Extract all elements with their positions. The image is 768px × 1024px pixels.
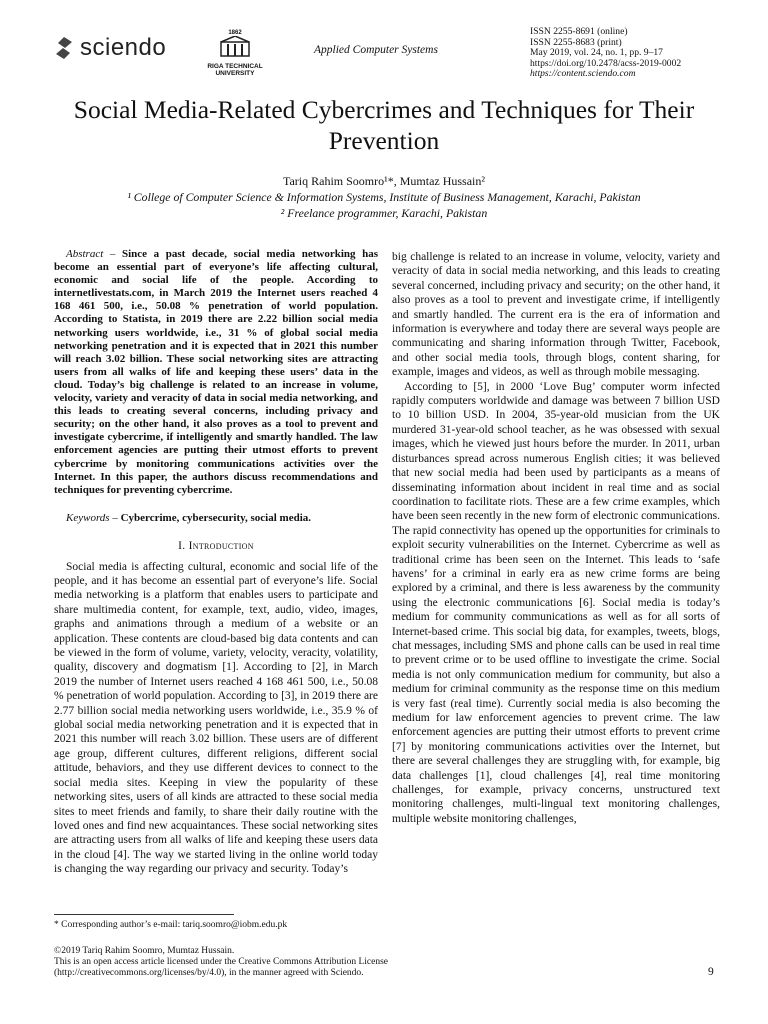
sciendo-logo	[54, 34, 166, 62]
intro-paragraph: Social media is affecting cultural, economic and social life of the people, and it has become an essential part of everyone’s life. Social media networking is a platform that enables users to participate and share multimedia content, for example, text, audio, video, images, graphs and animations through a medium of a website or an application. These contents are cloud-based big data contents and can be viewed in the form of volume, variety, velocity, veracity, volatility, quality, discovery and dogmatism [1]. According to [2], in March 2019 the number of Internet users reached 4 168 461 500, i.e., 50.08 % penetration of world population. According to [3], in 2019 there are 2.77 billion social media networking users worldwide, i.e., 35.9 % of global social media networking penetration and it is expected that in 2021 this number will reach 3.02 billion. These users are of different age group, different cultures, different religions, different social attitude, behaviors, and they use different devices to connect to the social media sites. Keeping in view the popularity of these networking sites, users of all kinds are attracted to these social media sites to meet friends and family, to share their daily routine with the loved ones and find new acquaintances. These social networking sites are attracting users from all walks of life and keeping these users data in the cloud [4]. The way we started living in the online world today is changing the way regarding our privacy and security. Today’s	[54, 560, 378, 876]
abstract-label: Abstract –	[66, 248, 116, 260]
abstract-text: Since a past decade, social media networking has become an essential part of everyone’s life affecting cultural, economic and social life of the people. According to internetlivestats.com, in March 2019 the Internet users reached 4 168 461 500, i.e., 50.08 % penetration of world population. According to Statista, in 2019 there are 2.22 billion social media networking users worldwide, i.e., 31 % of global social media networking penetration and it is expected that in 2021 this number will reach 3.02 billion. These social networking sites are attracting users from all walks of life and keeping these users’ data in the cloud. Today’s big challenge is related to an increase in volume, velocity, variety and veracity of data in social media networking, and this leads to creating several concerns, including privacy and security; on the other hand, it also proves as a tool to prevent and investigate cybercrime, if intelligently and smartly handled. The law enforcement agencies are putting their utmost efforts to prevent cybercrime by monitoring communications activities over the Internet. In this paper, the authors discuss recommendations and techniques for preventing cybercrime.	[54, 248, 379, 496]
abstract	[54, 248, 378, 497]
copyright-line: ©2019 Tariq Rahim Soomro, Mumtaz Hussain.	[54, 946, 235, 956]
left-column	[54, 248, 378, 877]
license-url-line: (http://creativecommons.org/licenses/by/4.0), in the manner agreed with Sciendo.	[54, 968, 364, 978]
publisher-name: sciendo	[80, 34, 167, 61]
journal-name: Applied Computer Systems	[314, 44, 438, 56]
affiliation-1: ¹ College of Computer Science & Information Systems, Institute of Business Management, Karachi, Pakistan	[127, 190, 641, 204]
issue-info: May 2019, vol. 24, no. 1, pp. 9–17	[530, 47, 663, 59]
issn-print: ISSN 2255-8683 (print)	[530, 36, 622, 48]
license-block	[54, 946, 388, 979]
rtu-name: RIGA TECHNICAL UNIVERSITY	[207, 63, 263, 77]
sciendo-logo-icon	[54, 36, 74, 60]
footnote-divider	[54, 914, 234, 915]
publication-meta	[530, 27, 681, 80]
rtu-logo	[200, 30, 270, 77]
doi-link[interactable]: https://doi.org/10.2478/acss-2019-0002	[530, 57, 682, 69]
right-column	[392, 250, 720, 826]
keywords-label: Keywords –	[66, 511, 118, 524]
rtu-crest-icon	[215, 36, 255, 58]
journal-url[interactable]: https://content.sciendo.com	[530, 68, 636, 80]
keywords	[54, 511, 378, 525]
paper-title: Social Media-Related Cybercrimes and Techniques for Their Prevention	[73, 95, 695, 155]
body-paragraph-2: According to [5], in 2000 ‘Love Bug’ computer worm infected rapidly computers worldwide and damage was between 7 billion USD to 10 billion USD. In 2004, 35-year-old musician from the UK murdered 31-year-old school teacher, as he was obsessed with sexual images, which he viewed just hours before the murder. In 2011, urban disturbances spread across numerous English cities; it was believed that new social media had been used by participants as a means of disseminating information about incident in real time and as social coordination to facilitate riots. These are a few crime examples, which have been seen recently in the new form of electronic communications. The rapid connectivity has opened up the opportunities for criminals to exploit security vulnerabilities on the Internet. Cybercrime as well as traditional crime has been seen on the Internet. This leads to ‘safe havens’ for a criminal in early era as new crime forms are being explored by a criminal, and there is less awareness by the community using the electronic communications [6]. Social media is today’s medium for community communications as well as for all sorts of Internet-based crime. This social big data, for examples, tweets, blogs, chat messages, including SMS and phone calls can be used in real time to prevent crime or to be used offline to investigate the crime. Social media is not only communication medium for community, but also a medium for criminal community as the response time on this medium is very fast (real time). Currently social media is also becoming the medium for law enforcement agencies to prevent crime. The law enforcement agencies are putting their utmost efforts to prevent crime [7] by monitoring communications activities over the Internet, but there are several challenges they are struggling with, for example, big data challenges [1], cloud challenges [4], real time monitoring challenges, for example, privacy concerns, unstructured text monitoring challenges, multi-lingual text monitoring challenges, multiple website monitoring challenges,	[392, 380, 720, 825]
issn-online: ISSN 2255-8691 (online)	[530, 26, 628, 37]
page-header	[0, 0, 768, 90]
affiliation-2: ² Freelance programmer, Karachi, Pakistan	[280, 206, 488, 220]
corresponding-author-footnote: * Corresponding author’s e-mail: tariq.soomro@iobm.edu.pk	[54, 920, 288, 930]
section-heading: I. Introduction	[178, 540, 254, 553]
body-paragraph-1: big challenge is related to an increase in volume, velocity, variety and veracity of data in social media networking, and this leads to creating several concerned, including privacy and security; on the other hand, it also proves as a tool to prevent and investigate crime, if intelligently and smartly handled. The current era is the era of information and information is everywhere and today there are several ways people are communicating and sharing information through Twitter, Facebook, and other social media tools, through blogs, content sharing, for example, images and videos, as well as through mobile messaging.	[392, 251, 720, 379]
page-number: 9	[708, 966, 714, 978]
license-line: This is an open access article licensed under the Creative Commons Attribution License	[54, 957, 388, 967]
keywords-text: Cybercrime, cybersecurity, social media.	[120, 511, 312, 524]
paper-authors: Tariq Rahim Soomro¹*, Mumtaz Hussain²	[282, 174, 485, 188]
rtu-year: 1862	[228, 30, 242, 36]
